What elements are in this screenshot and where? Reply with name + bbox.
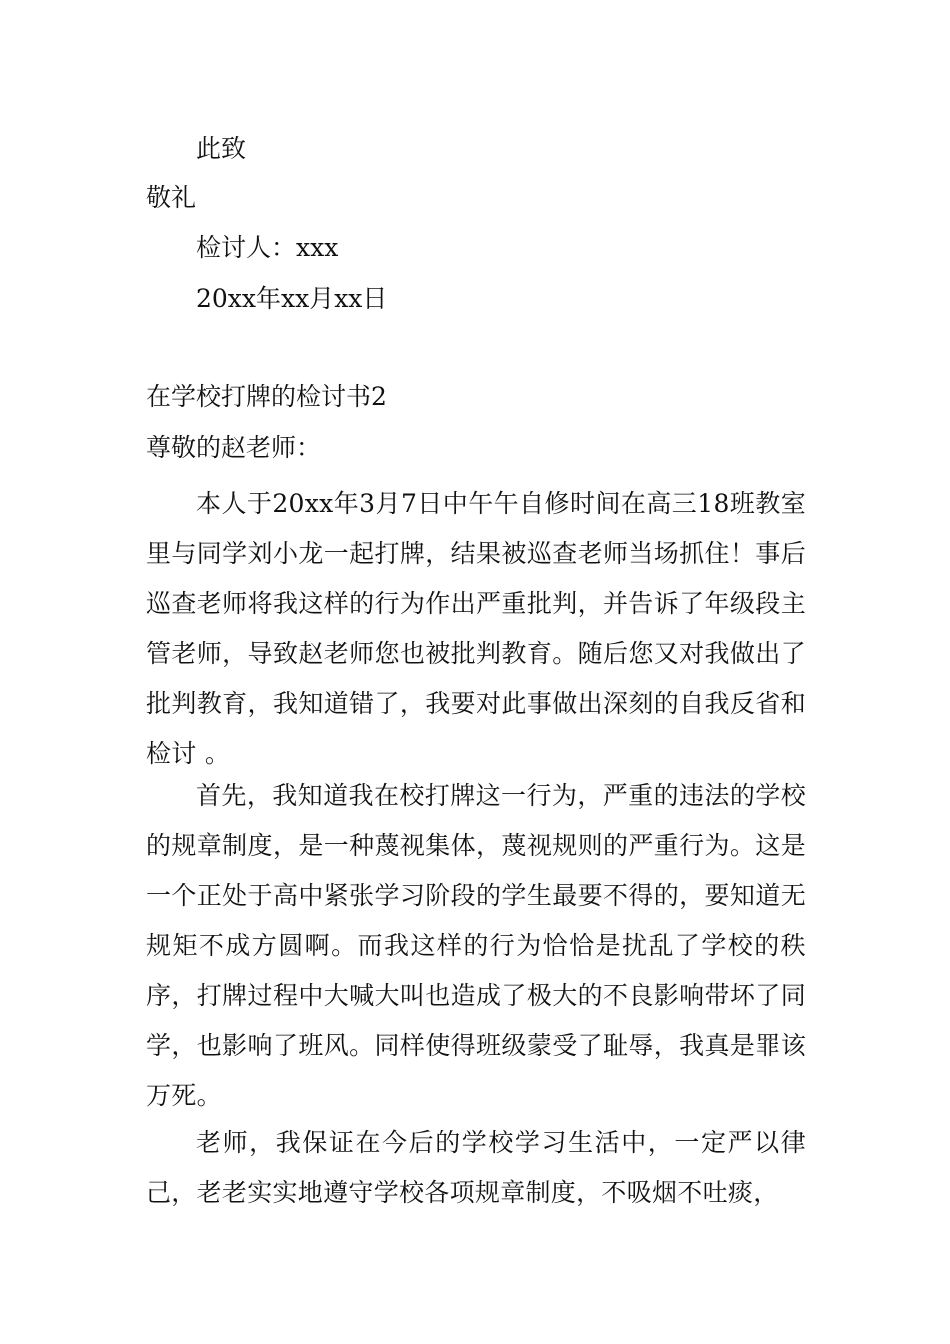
salutation: 尊敬的赵老师： <box>146 433 322 462</box>
document-title: 在学校打牌的检讨书2 <box>146 382 387 411</box>
body-paragraph-1: 本人于20xx年3月7日中午午自修时间在高三18班教室里与同学刘小龙一起打牌，结果被巡查老师当场抓住！事后巡查老师将我这样的行为作出严重批判，并告诉了年级段主管老师，导致赵老师您也被批判教育。随后您又对我做出了批判教育，我知道错了，我要对此事做出深刻的自我反省和检讨 。 <box>146 489 806 768</box>
signature-date: 20xx年xx月xx日 <box>196 284 388 313</box>
closing-line-1: 此致 <box>196 134 247 163</box>
body-paragraph-2: 首先，我知道我在校打牌这一行为，严重的违法的学校的规章制度，是一种蔑视集体，蔑视规则的严重行为。这是一个正处于高中紧张学习阶段的学生最要不得的，要知道无规矩不成方圆啊。而我这样的行为恰恰是扰乱了学校的秩序，打牌过程中大喊大叫也造成了极大的不良影响带坏了同学，也影响了班风。同样使得班级蒙受了耻辱，我真是罪该万死。 <box>146 781 806 1110</box>
closing-line-2: 敬礼 <box>146 183 197 212</box>
body-paragraph-3: 老师，我保证在今后的学校学习生活中，一定严以律己，老老实实地遵守学校各项规章制度，不吸烟不吐痰， <box>146 1128 806 1207</box>
signature-name: 检讨人：xxx <box>196 233 339 262</box>
